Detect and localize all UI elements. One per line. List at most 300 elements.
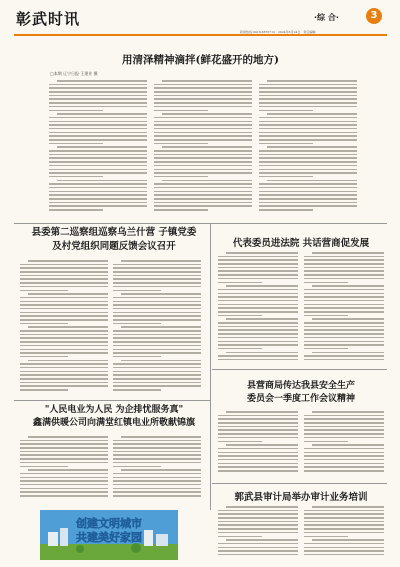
body-text-line — [226, 352, 298, 354]
body-text-line — [28, 436, 108, 438]
body-text-line — [113, 334, 201, 336]
body-text-line — [259, 132, 357, 134]
body-text-line — [218, 536, 262, 538]
body-text-line — [304, 521, 384, 523]
body-text-line — [154, 191, 252, 193]
body-text-line — [154, 176, 208, 178]
body-text-line — [304, 452, 384, 454]
body-text-line — [113, 440, 201, 442]
body-text-line — [28, 469, 108, 471]
article-2-headline-line-1: 县委第二巡察组巡察乌兰什营 子镇党委 — [31, 227, 197, 238]
body-text-line — [49, 176, 103, 178]
body-text-line — [113, 278, 201, 280]
body-text-line — [304, 311, 384, 313]
body-text-line — [226, 411, 298, 413]
body-text-line — [267, 180, 357, 182]
body-text-line — [304, 344, 384, 346]
body-text-line — [304, 429, 384, 431]
body-text-line — [304, 543, 384, 545]
article-3-col-1 — [20, 436, 108, 499]
body-text-line — [113, 473, 201, 475]
body-text-line — [20, 301, 108, 303]
body-text-line — [218, 296, 298, 298]
body-text-line — [218, 300, 298, 302]
body-text-line — [20, 271, 108, 273]
body-text-line — [113, 323, 161, 325]
body-text-line — [49, 98, 147, 100]
body-text-line — [49, 95, 147, 97]
body-text-line — [218, 452, 298, 454]
body-text-line — [259, 202, 357, 204]
body-text-line — [162, 146, 252, 148]
body-text-line — [304, 293, 384, 295]
body-text-line — [49, 139, 147, 141]
body-text-line — [259, 95, 357, 97]
body-text-line — [312, 506, 384, 508]
body-text-line — [218, 355, 298, 357]
body-text-line — [218, 455, 298, 457]
body-text-line — [259, 161, 357, 163]
body-text-line — [218, 415, 298, 417]
body-text-line — [20, 473, 108, 475]
body-text-line — [218, 311, 298, 313]
body-text-line — [259, 183, 357, 185]
body-text-line — [20, 363, 108, 365]
body-text-line — [312, 252, 384, 254]
body-text-line — [304, 278, 384, 280]
body-text-line — [121, 293, 201, 295]
body-text-line — [113, 275, 201, 277]
body-text-line — [20, 458, 108, 460]
body-text-line — [304, 337, 384, 339]
body-text-line — [20, 349, 108, 351]
body-text-line — [304, 329, 384, 331]
body-text-line — [20, 312, 108, 314]
body-text-line — [28, 360, 108, 362]
article-7-headline: 郭武县审计局举办审计业务培训 — [234, 492, 368, 503]
body-text-line — [218, 274, 298, 276]
article-3-headline-line-1: "人民电业为人民 为企排忧服务真" — [44, 405, 184, 415]
date-line: 新闻热线:0418-8876712 2024年6月24日 责任编辑: — [240, 30, 317, 34]
body-text-line — [49, 84, 147, 86]
article-5-col-2 — [304, 252, 384, 363]
body-text-line — [304, 259, 384, 261]
banner-line-1: 创建文明城市 — [76, 517, 142, 530]
body-text-line — [218, 326, 298, 328]
body-text-line — [20, 382, 108, 384]
body-text-line — [113, 367, 201, 369]
body-text-line — [218, 259, 298, 261]
body-text-line — [20, 267, 108, 269]
body-text-line — [259, 91, 357, 93]
body-text-line — [113, 290, 161, 292]
body-text-line — [154, 157, 252, 159]
body-text-line — [218, 333, 298, 335]
body-text-line — [113, 462, 201, 464]
divider — [14, 223, 387, 224]
body-text-line — [259, 191, 357, 193]
body-text-line — [49, 110, 103, 112]
body-text-line — [113, 382, 201, 384]
article-2-headline — [20, 226, 208, 254]
body-text-line — [312, 285, 384, 287]
body-text-line — [154, 150, 252, 152]
body-text-line — [20, 323, 68, 325]
body-text-line — [49, 121, 147, 123]
body-text-line — [20, 337, 108, 339]
body-text-line — [259, 172, 357, 174]
body-text-line — [304, 448, 384, 450]
body-text-line — [304, 532, 384, 534]
body-text-line — [218, 543, 298, 545]
body-text-line — [304, 517, 384, 519]
body-text-line — [113, 297, 201, 299]
body-text-line — [113, 480, 201, 482]
body-text-line — [49, 117, 147, 119]
body-text-line — [113, 315, 201, 317]
body-text-line — [20, 308, 108, 310]
banner-line-2: 共建美好家园 — [76, 531, 142, 544]
body-text-line — [113, 352, 201, 354]
body-text-line — [20, 484, 108, 486]
body-text-line — [218, 348, 262, 350]
body-text-line — [49, 87, 147, 89]
body-text-line — [259, 157, 357, 159]
body-text-line — [154, 202, 252, 204]
body-text-line — [304, 300, 384, 302]
body-text-line — [49, 128, 147, 130]
body-text-line — [20, 282, 108, 284]
body-text-line — [28, 326, 108, 328]
body-text-line — [20, 378, 108, 380]
body-text-line — [49, 154, 147, 156]
body-text-line — [218, 510, 298, 512]
body-text-line — [49, 91, 147, 93]
body-text-line — [226, 539, 298, 541]
body-text-line — [20, 275, 108, 277]
body-text-line — [57, 146, 147, 148]
body-text-line — [259, 110, 313, 112]
body-text-line — [259, 117, 357, 119]
body-text-line — [304, 554, 384, 556]
body-text-line — [218, 304, 298, 306]
divider — [212, 483, 387, 484]
body-text-line — [259, 128, 357, 130]
body-text-line — [304, 459, 384, 461]
body-text-line — [259, 135, 357, 137]
body-text-line — [259, 187, 357, 189]
body-text-line — [113, 337, 201, 339]
body-text-line — [49, 198, 147, 200]
body-text-line — [113, 443, 201, 445]
body-text-line — [304, 422, 384, 424]
body-text-line — [267, 113, 357, 115]
body-text-line — [113, 282, 201, 284]
body-text-line — [304, 315, 348, 317]
body-text-line — [304, 263, 384, 265]
article-1-col-2 — [154, 80, 252, 213]
body-text-line — [218, 322, 298, 324]
body-text-line — [113, 371, 201, 373]
civilization-banner — [40, 510, 178, 560]
body-text-line — [49, 150, 147, 152]
body-text-line — [154, 124, 252, 126]
article-3-headline-line-2: 鑫满供暖公司向满堂红镇电业所敬献锦旗 — [32, 418, 195, 428]
body-text-line — [20, 374, 108, 376]
body-text-line — [20, 304, 108, 306]
body-text-line — [113, 271, 201, 273]
banner-illustration — [40, 510, 178, 560]
body-text-line — [113, 341, 201, 343]
body-text-line — [304, 341, 384, 343]
body-text-line — [304, 267, 384, 269]
body-text-line — [49, 132, 147, 134]
body-text-line — [218, 463, 298, 465]
body-text-line — [218, 307, 298, 309]
masthead — [14, 5, 388, 35]
body-text-line — [218, 270, 298, 272]
body-text-line — [154, 209, 208, 211]
body-text-line — [154, 117, 252, 119]
body-text-line — [218, 282, 262, 284]
body-text-line — [259, 106, 357, 108]
body-text-line — [20, 462, 108, 464]
body-text-line — [154, 95, 252, 97]
body-text-line — [113, 458, 201, 460]
body-text-line — [20, 290, 68, 292]
body-text-line — [113, 319, 201, 321]
article-6-col-2 — [304, 411, 384, 474]
body-text-line — [57, 180, 147, 182]
body-text-line — [20, 495, 108, 497]
body-text-line — [113, 495, 201, 497]
body-text-line — [49, 202, 147, 204]
body-text-line — [218, 448, 298, 450]
body-text-line — [304, 326, 384, 328]
body-text-line — [259, 139, 357, 141]
body-text-line — [154, 154, 252, 156]
body-text-line — [259, 209, 313, 211]
body-text-line — [304, 307, 384, 309]
article-7-col-2 — [304, 506, 384, 558]
body-text-line — [218, 547, 298, 549]
body-text-line — [20, 451, 108, 453]
body-text-line — [304, 466, 384, 468]
body-text-line — [20, 480, 108, 482]
body-text-line — [154, 128, 252, 130]
body-text-line — [113, 378, 201, 380]
page-number-badge: 3 — [366, 8, 382, 24]
body-text-line — [218, 329, 298, 331]
body-text-line — [113, 451, 201, 453]
body-text-line — [49, 124, 147, 126]
section-label: ·综 合· — [314, 13, 339, 22]
body-text-line — [154, 143, 208, 145]
body-text-line — [259, 150, 357, 152]
body-text-line — [113, 488, 201, 490]
body-text-line — [20, 345, 108, 347]
body-text-line — [154, 110, 208, 112]
body-text-line — [259, 154, 357, 156]
body-text-line — [304, 550, 384, 552]
article-7-col-1 — [218, 506, 298, 558]
body-text-line — [304, 510, 384, 512]
body-text-line — [28, 260, 108, 262]
body-text-line — [218, 470, 298, 472]
column-divider — [210, 224, 211, 510]
body-text-line — [154, 106, 252, 108]
body-text-line — [113, 389, 161, 391]
body-text-line — [20, 491, 108, 493]
masthead-rule — [14, 34, 387, 36]
body-text-line — [259, 98, 357, 100]
body-text-line — [113, 491, 201, 493]
article-5-headline: 代表委员进法院 共话营商促发展 — [232, 238, 370, 249]
body-text-line — [49, 194, 147, 196]
body-text-line — [312, 318, 384, 320]
body-text-line — [113, 345, 201, 347]
body-text-line — [113, 301, 201, 303]
body-text-line — [259, 176, 313, 178]
body-text-line — [259, 165, 357, 167]
body-text-line — [218, 337, 298, 339]
body-text-line — [259, 84, 357, 86]
body-text-line — [20, 315, 108, 317]
body-text-line — [218, 521, 298, 523]
body-text-line — [218, 418, 298, 420]
article-5-col-1 — [218, 252, 298, 363]
body-text-line — [20, 356, 68, 358]
body-text-line — [259, 169, 357, 171]
body-text-line — [20, 334, 108, 336]
body-text-line — [218, 441, 262, 443]
body-text-line — [218, 256, 298, 258]
body-text-line — [20, 447, 108, 449]
article-6-col-1 — [218, 411, 298, 474]
body-text-line — [304, 470, 384, 472]
body-text-line — [304, 463, 384, 465]
body-text-line — [121, 436, 201, 438]
body-text-line — [218, 289, 298, 291]
article-1-headline: 用清泽精神滴拌(鲜花盛开的地方) — [122, 54, 279, 66]
body-text-line — [259, 102, 357, 104]
body-text-line — [20, 341, 108, 343]
body-text-line — [304, 296, 384, 298]
body-text-line — [304, 426, 384, 428]
body-text-line — [49, 165, 147, 167]
body-text-line — [259, 194, 357, 196]
body-text-line — [154, 135, 252, 137]
body-text-line — [312, 539, 384, 541]
body-text-line — [49, 102, 147, 104]
body-text-line — [218, 433, 298, 435]
body-text-line — [49, 183, 147, 185]
body-text-line — [121, 326, 201, 328]
body-text-line — [218, 293, 298, 295]
body-text-line — [121, 260, 201, 262]
body-text-line — [312, 411, 384, 413]
body-text-line — [304, 348, 348, 350]
body-text-line — [113, 356, 161, 358]
body-text-line — [218, 344, 298, 346]
body-text-line — [20, 352, 108, 354]
body-text-line — [304, 333, 384, 335]
body-text-line — [49, 161, 147, 163]
body-text-line — [113, 374, 201, 376]
body-text-line — [218, 437, 298, 439]
body-text-line — [218, 429, 298, 431]
body-text-line — [113, 349, 201, 351]
body-text-line — [304, 359, 384, 361]
body-text-line — [113, 385, 201, 387]
body-text-line — [20, 477, 108, 479]
body-text-line — [113, 267, 201, 269]
body-text-line — [121, 469, 201, 471]
body-text-line — [218, 315, 262, 317]
body-text-line — [304, 282, 348, 284]
body-text-line — [113, 304, 201, 306]
body-text-line — [259, 124, 357, 126]
body-text-line — [304, 433, 384, 435]
body-text-line — [20, 371, 108, 373]
body-text-line — [304, 528, 384, 530]
body-text-line — [20, 454, 108, 456]
body-text-line — [49, 205, 147, 207]
body-text-line — [49, 157, 147, 159]
body-text-line — [218, 278, 298, 280]
body-text-line — [162, 113, 252, 115]
body-text-line — [113, 312, 201, 314]
body-text-line — [304, 355, 384, 357]
body-text-line — [218, 459, 298, 461]
article-1-col-1 — [49, 80, 147, 213]
body-text-line — [49, 209, 103, 211]
body-text-line — [113, 363, 201, 365]
body-text-line — [226, 285, 298, 287]
body-text-line — [259, 198, 357, 200]
body-text-line — [304, 513, 384, 515]
body-text-line — [304, 547, 384, 549]
body-text-line — [218, 426, 298, 428]
body-text-line — [304, 322, 384, 324]
body-text-line — [259, 87, 357, 89]
body-text-line — [154, 169, 252, 171]
body-text-line — [304, 304, 384, 306]
body-text-line — [113, 484, 201, 486]
body-text-line — [154, 84, 252, 86]
body-text-line — [28, 293, 108, 295]
body-text-line — [218, 359, 298, 361]
body-text-line — [113, 454, 201, 456]
body-text-line — [267, 146, 357, 148]
body-text-line — [304, 256, 384, 258]
body-text-line — [113, 447, 201, 449]
body-text-line — [20, 278, 108, 280]
article-1-col-3 — [259, 80, 357, 213]
body-text-line — [113, 330, 201, 332]
body-text-line — [113, 308, 201, 310]
body-text-line — [226, 318, 298, 320]
article-2-col-1 — [20, 260, 108, 393]
body-text-line — [49, 187, 147, 189]
body-text-line — [304, 455, 384, 457]
body-text-line — [49, 143, 103, 145]
body-text-line — [259, 143, 313, 145]
body-text-line — [20, 286, 108, 288]
body-text-line — [304, 270, 384, 272]
body-text-line — [154, 172, 252, 174]
body-text-line — [113, 466, 161, 468]
